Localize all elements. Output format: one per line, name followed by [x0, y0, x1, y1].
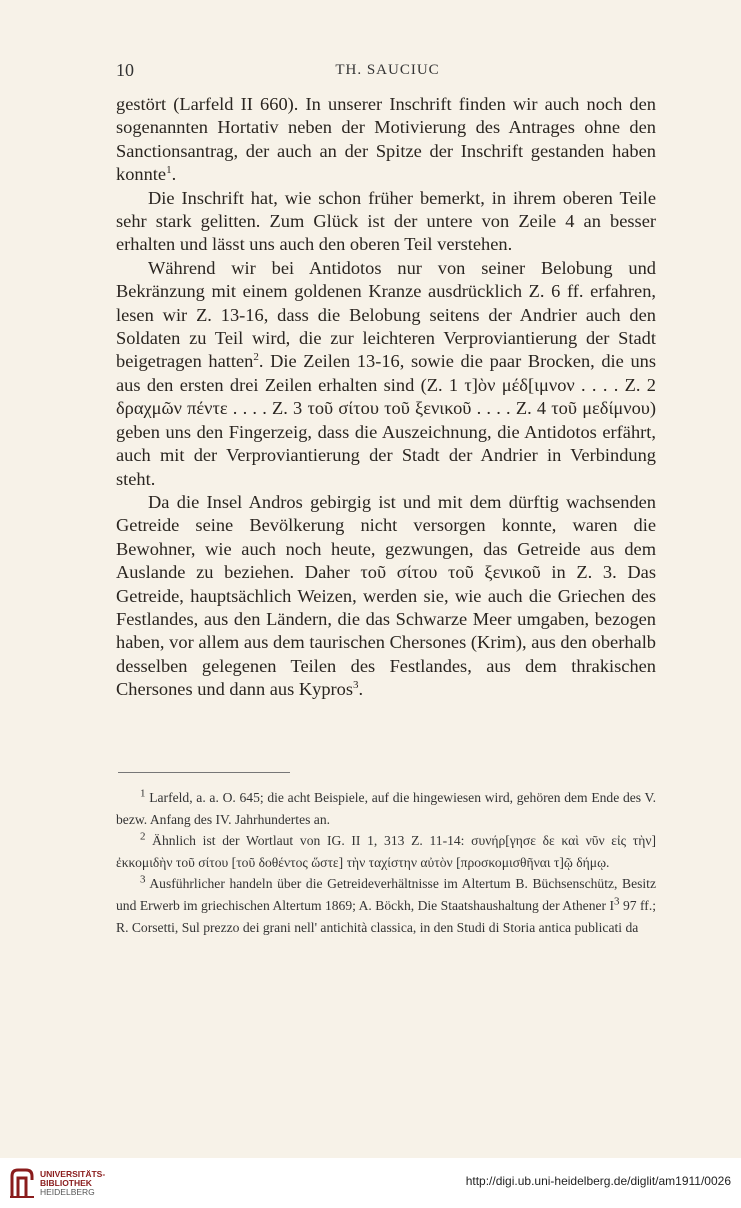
footnote [116, 830, 656, 873]
library-name-line-3: HEIDELBERG [40, 1187, 95, 1197]
text-run: Ausführlicher handeln über die Getreideverhältnisse im Altertum B. Büchsenschütz, Besitz und Erwerb im griechischen Altertum 1869; A. Böckh, Die Staatshaushaltung der Athener I [116, 876, 656, 913]
running-head: TH. SAUCIUC [335, 62, 440, 78]
text-run: Ähnlich ist der Wortlaut von IG. II 1, 313 Z. 11-14: συνήρ[γησε δε καὶ νῦν εἰς τὴν] ἐκκομιδὴν τοῦ σίτου [τοῦ δοθέντος ὥστε] τὴν ταχίστην αὐτὸν [προσκομισθῆναι τ]ῷ δήμῳ. [116, 833, 656, 870]
footnote-marker: 3 [614, 895, 620, 908]
footnote-marker: 1 [140, 787, 146, 800]
library-name-line-1: UNIVERSITÄTS- [40, 1169, 106, 1179]
footnotes [116, 787, 656, 938]
text-run: . Die Zeilen 13-16, sowie die paar Brocken, die uns aus den ersten drei Zeilen erhalten sind (Z. 1 τ]ὸν μέδ[ιμνον . . . . Z. 2 δραχμῶν πέντε . . . . Z. 3 τοῦ σίτου τοῦ ξενικοῦ . . . . Z. 4 τοῦ μεδίμνου) geben uns den Fingerzeig, dass die Auszeichnung, die Antidotos erfährt, auch mit der Verproviantierung der Stadt der Andrier in Verbindung steht. [116, 351, 656, 489]
text-run: Die Inschrift hat, wie schon früher bemerkt, in ihrem oberen Teile sehr stark gelitten. Zum Glück ist der untere von Zeile 4 an besser erhalten und lässt uns auch den oberen Teil verstehen. [116, 187, 656, 255]
body-text [116, 93, 656, 702]
paragraph [116, 187, 656, 257]
paragraph [116, 257, 656, 491]
text-run: . [358, 679, 364, 700]
footnote-marker: 3 [140, 873, 146, 886]
text-run: Während wir bei Antidotos nur von seiner Belobung und Bekränzung mit einem goldenen Kranze ausdrücklich Z. 6 ff. erfahren, lesen wir Z. 13-16, dass die Belobung seitens der Andrier auch den Soldaten zu Teil wird, die zur leichteren Verproviantierung der Stadt beigetragen hatten [116, 257, 656, 372]
footnote [116, 873, 656, 938]
permalink-url[interactable]: http://digi.ub.uni-heidelberg.de/diglit/am1911/0026 [465, 1174, 731, 1188]
footnote-divider [118, 772, 290, 773]
footnote-marker: 2 [140, 830, 146, 843]
text-run: 97 ff.; R. Corsetti, Sul prezzo dei grani nell' antichità classica, in den Studi di Storia antica publicati da [116, 897, 656, 935]
page-number: 10 [116, 60, 134, 80]
footer-bar [0, 1158, 741, 1208]
footnote-marker: 2 [253, 351, 259, 364]
library-name [40, 1170, 105, 1197]
text-run: . [171, 164, 177, 185]
library-logo-icon [8, 1166, 36, 1200]
library-name-line-2: BIBLIOTHEK [40, 1178, 92, 1188]
text-run: Da die Insel Andros gebirgig ist und mit dem dürftig wachsenden Getreide seine Bevölkerung nicht versorgen konnte, waren die Bewohner, wie auch noch heute, gezwungen, das Getreide aus dem Auslande zu beziehen. Daher τοῦ σίτου τοῦ ξενικοῦ in Z. 3. Das Getreide, hauptsächlich Weizen, werden sie, wie auch die Griechen des Festlandes, aus den Ländern, die das Schwarze Meer umgaben, bezogen haben, vor allem aus dem taurischen Chersones (Krim), aus den oberhalb desselben gelegenen Teilen des Festlandes, aus dem thrakischen Chersones und dann aus Kypros [116, 491, 656, 700]
footnote-marker: 1 [166, 164, 172, 177]
footnote-marker: 3 [353, 679, 359, 692]
footnote [116, 787, 656, 830]
page-header [116, 60, 659, 84]
paragraph [116, 93, 656, 187]
text-run: Larfeld, a. a. O. 645; die acht Beispiele, auf die hingewiesen wird, gehören dem Ende des V. bezw. Anfang des IV. Jahrhundertes an. [116, 790, 656, 827]
text-run: gestört (Larfeld II 660). In unserer Inschrift finden wir auch noch den sogenannten Hortativ neben der Motivierung des Antrages ohne den Sanctionsantrag, der auch an der Spitze der Inschrift gestanden haben konnte [116, 94, 656, 185]
paragraph [116, 491, 656, 702]
